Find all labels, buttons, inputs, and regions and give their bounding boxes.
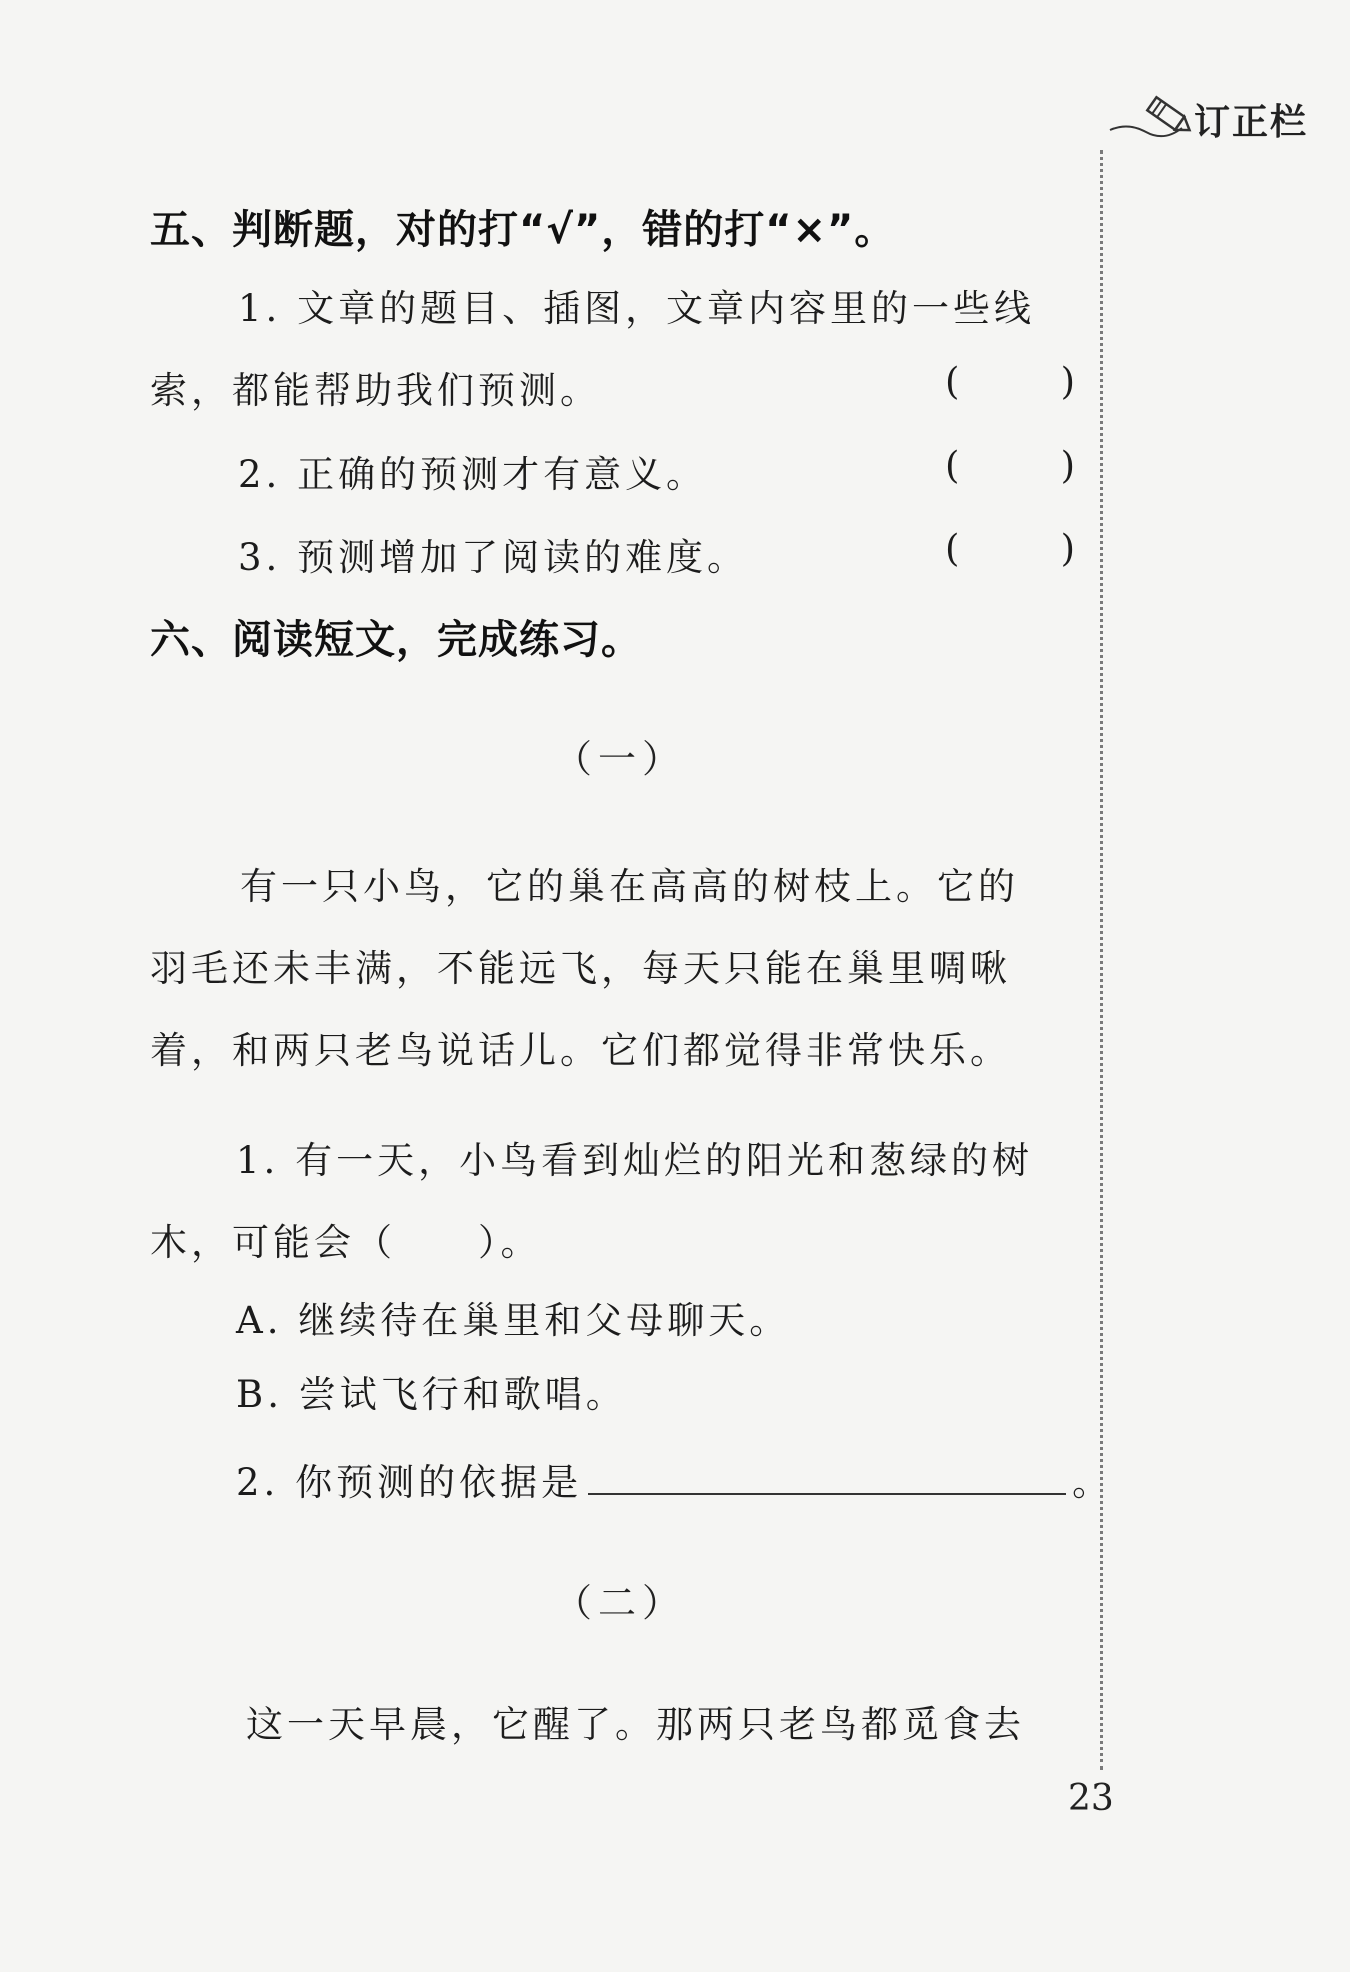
correction-column-label: 订正栏 xyxy=(1194,102,1309,143)
part1-q2-suffix: 。 xyxy=(1072,1461,1114,1504)
s5-q1-answer-paren[interactable] xyxy=(945,360,1075,403)
s5-q3: 3. 预测增加了阅读的难度。 xyxy=(238,536,749,579)
s5-q3-answer-paren[interactable] xyxy=(945,527,1075,570)
part2-heading: （二） xyxy=(553,1581,686,1625)
part1-q2-prefix: 2. 你预测的依据是 xyxy=(236,1461,583,1504)
paren-close: ) xyxy=(1060,360,1075,403)
paren-close: ) xyxy=(1060,527,1075,570)
s5-q1-line1: 1. 文章的题目、插图，文章内容里的一些线 xyxy=(238,287,1036,330)
paren-open: ( xyxy=(945,444,960,487)
option-a: A. 继续待在巢里和父母聊天。 xyxy=(236,1299,791,1342)
paren-open: ( xyxy=(945,360,960,403)
correction-column-header xyxy=(1108,92,1328,152)
section6-title: 六、阅读短文，完成练习。 xyxy=(150,617,642,663)
part1-q2 xyxy=(236,1452,1113,1506)
part1-q1-line2[interactable]: 木，可能会（ ）。 xyxy=(150,1221,542,1264)
page-number: 23 xyxy=(1068,1778,1114,1819)
correction-column-divider xyxy=(1100,150,1103,1770)
part1-para-line2: 羽毛还未丰满，不能远飞，每天只能在巢里啁啾 xyxy=(150,947,1011,990)
s5-q2-answer-paren[interactable] xyxy=(945,444,1075,487)
part1-q2-answer-blank[interactable] xyxy=(588,1463,1066,1495)
section5-title: 五、判断题，对的打“√”，错的打“×”。 xyxy=(150,207,896,253)
part1-para-line3: 着，和两只老鸟说话儿。它们都觉得非常快乐。 xyxy=(150,1029,1011,1072)
s5-q2: 2. 正确的预测才有意义。 xyxy=(238,453,708,496)
s5-q1-line2: 索，都能帮助我们预测。 xyxy=(150,369,601,412)
part2-para-line1: 这一天早晨，它醒了。那两只老鸟都觅食去 xyxy=(246,1703,1025,1746)
part1-para-line1: 有一只小鸟，它的巢在高高的树枝上。它的 xyxy=(240,865,1019,908)
part1-heading: （一） xyxy=(553,737,686,781)
part1-q1-line1: 1. 有一天，小鸟看到灿烂的阳光和葱绿的树 xyxy=(236,1139,1034,1182)
paren-open: ( xyxy=(945,527,960,570)
pencil-icon xyxy=(1108,92,1198,152)
paren-close: ) xyxy=(1060,444,1075,487)
option-b: B. 尝试飞行和歌唱。 xyxy=(236,1373,627,1416)
